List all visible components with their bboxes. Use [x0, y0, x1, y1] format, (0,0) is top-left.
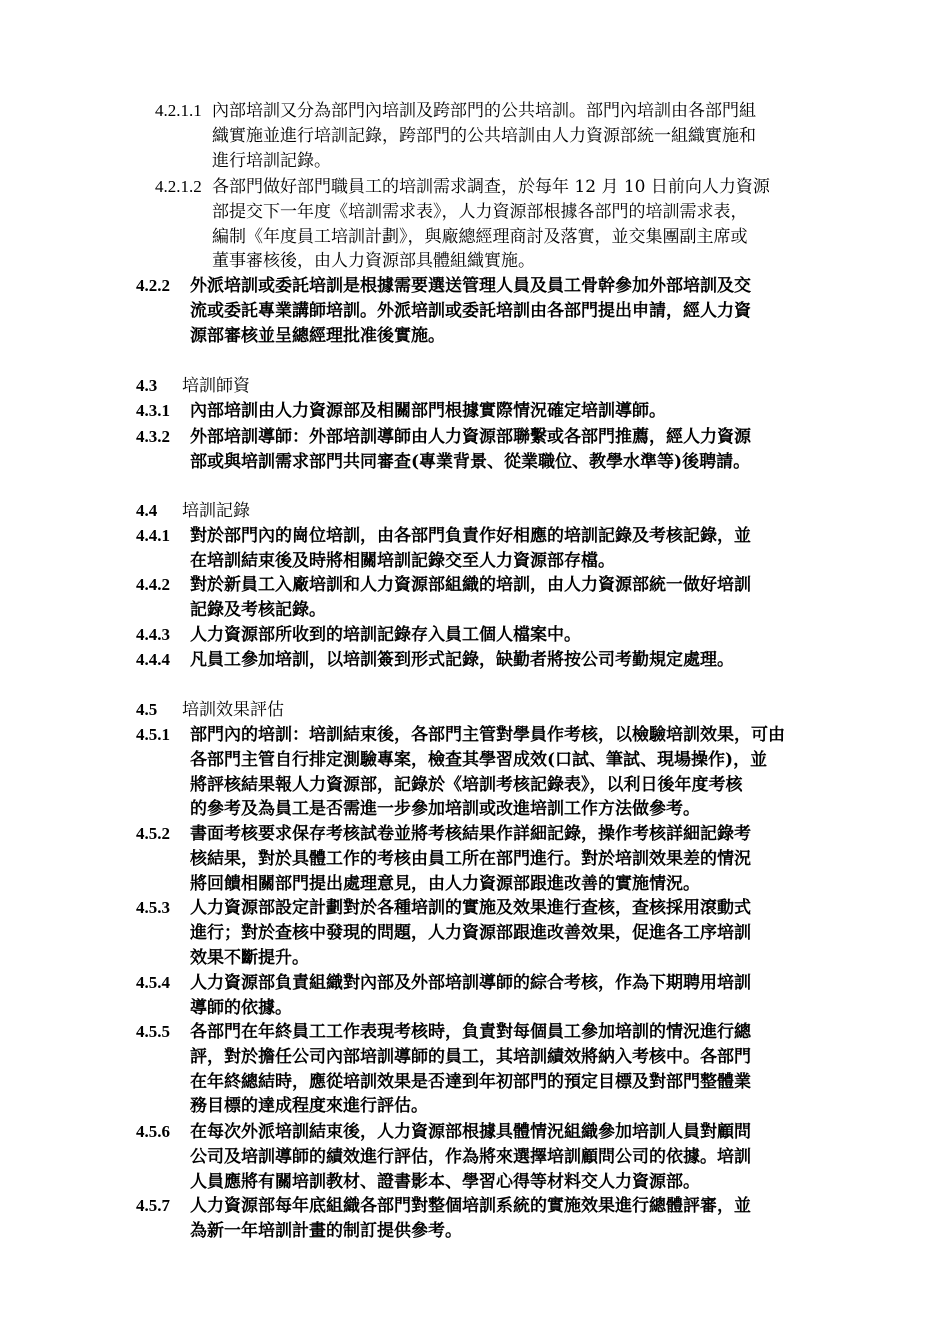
section-text: 培訓記錄: [182, 501, 250, 521]
section-number: 4.5.5: [136, 1022, 170, 1041]
section-text: 在每次外派培訓結束後，人力資源部根據具體情況組織參加培訓人員對顧問: [190, 1122, 751, 1142]
section-text: 人力資源部負責組織對內部及外部培訓導師的綜合考核，作為下期聘用培訓: [190, 973, 751, 993]
section-text-continued: 部或與培訓需求部門共同審查(專業背景、從業職位、教學水準等)後聘請。: [190, 452, 751, 472]
section-text-continued: 評，對於擔任公司內部培訓導師的員工，其培訓績效將納入考核中。各部門: [190, 1047, 751, 1067]
section-number: 4.3.1: [136, 401, 170, 420]
section-text: 人力資源部每年底組織各部門對整個培訓系統的實施效果進行總體評審，並: [190, 1196, 751, 1216]
section-text-continued: 公司及培訓導師的績效進行評估，作為將來選擇培訓顧問公司的依據。培訓: [190, 1147, 751, 1167]
section-text: 培訓效果評估: [182, 700, 284, 720]
section-number: 4.5.6: [136, 1122, 170, 1141]
section-text-continued: 部提交下一年度《培訓需求表》，人力資源部根據各部門的培訓需求表，: [212, 202, 748, 222]
section-text-continued: 進行培訓記錄。: [212, 151, 331, 171]
section-text-continued: 源部審核並呈總經理批准後實施。: [190, 326, 445, 346]
section-text: 人力資源部所收到的培訓記錄存入員工個人檔案中。: [190, 625, 581, 645]
section-text-continued: 導師的依據。: [190, 998, 292, 1018]
section-number: 4.5.2: [136, 824, 170, 843]
section-number: 4.5.1: [136, 725, 170, 744]
section-number: 4.4.2: [136, 575, 170, 594]
section-text-continued: 在年終總結時，應從培訓效果是否達到年初部門的預定目標及對部門整體業: [190, 1072, 751, 1092]
section-number: 4.2.1.1: [155, 101, 202, 120]
section-text: 培訓師資: [182, 376, 250, 396]
section-text: 內部培訓由人力資源部及相關部門根據實際情況確定培訓導師。: [190, 401, 666, 421]
section-number: 4.5.3: [136, 898, 170, 917]
section-text-continued: 記錄及考核記錄。: [190, 600, 326, 620]
section-text: 各部門在年終員工工作表現考核時，負責對每個員工參加培訓的情況進行總: [190, 1022, 751, 1042]
section-text: 對於部門內的崗位培訓，由各部門負責作好相應的培訓記錄及考核記錄，並: [190, 526, 751, 546]
section-text-continued: 人員應將有關培訓教材、證書影本、學習心得等材料交人力資源部。: [190, 1172, 700, 1192]
section-text: 外派培訓或委託培訓是根據需要選送管理人員及員工骨幹參加外部培訓及交: [190, 276, 751, 296]
section-text-continued: 將回饋相關部門提出處理意見，由人力資源部跟進改善的實施情況。: [190, 874, 700, 894]
section-number: 4.4.4: [136, 650, 170, 669]
section-text: 內部培訓又分為部門內培訓及跨部門的公共培訓。部門內培訓由各部門組: [212, 101, 756, 121]
section-number: 4.3.2: [136, 427, 170, 446]
section-number: 4.5.7: [136, 1196, 170, 1215]
section-number: 4.4.3: [136, 625, 170, 644]
section-number: 4.5.4: [136, 973, 170, 992]
section-number: 4.4: [136, 501, 158, 520]
section-text-continued: 進行；對於查核中發現的問題，人力資源部跟進改善效果，促進各工序培訓: [190, 923, 751, 943]
section-text: 書面考核要求保存考核試卷並將考核結果作詳細記錄，操作考核詳細記錄考: [190, 824, 751, 844]
section-number: 4.2.1.2: [155, 177, 202, 196]
section-number: 4.5: [136, 700, 158, 719]
section-text-continued: 將評核結果報人力資源部，記錄於《培訓考核記錄表》，以利日後年度考核: [190, 775, 743, 795]
section-text-continued: 董事審核後，由人力資源部具體組織實施。: [212, 251, 535, 271]
section-text: 凡員工參加培訓，以培訓簽到形式記錄，缺勤者將按公司考勤規定處理。: [190, 650, 734, 670]
section-text: 各部門做好部門職員工的培訓需求調查，於每年 12 月 10 日前向人力資源: [212, 177, 770, 197]
section-text-continued: 各部門主管自行排定測驗專案，檢查其學習成效(口試、筆試、現場操作)，並: [190, 750, 768, 770]
section-number: 4.4.1: [136, 526, 170, 545]
section-text: 外部培訓導師：外部培訓導師由人力資源部聯繫或各部門推薦，經人力資源: [190, 427, 751, 447]
section-text-continued: 務目標的達成程度來進行評估。: [190, 1096, 428, 1116]
section-text-continued: 為新一年培訓計畫的制訂提供參考。: [190, 1221, 462, 1241]
section-text-continued: 核結果，對於具體工作的考核由員工所在部門進行。對於培訓效果差的情況: [190, 849, 751, 869]
section-text-continued: 效果不斷提升。: [190, 948, 309, 968]
section-text: 人力資源部設定計劃對於各種培訓的實施及效果進行查核，查核採用滾動式: [190, 898, 751, 918]
section-text: 部門內的培訓：培訓結束後，各部門主管對學員作考核，以檢驗培訓效果，可由: [190, 725, 785, 745]
section-number: 4.3: [136, 376, 158, 395]
section-number: 4.2.2: [136, 276, 170, 295]
section-text-continued: 流或委託專業講師培訓。外派培訓或委託培訓由各部門提出申請，經人力資: [190, 301, 751, 321]
section-text-continued: 編制《年度員工培訓計劃》，與廠總經理商討及落實，並交集團副主席或: [212, 227, 748, 247]
section-text: 對於新員工入廠培訓和人力資源部組織的培訓，由人力資源部統一做好培訓: [190, 575, 751, 595]
section-text-continued: 在培訓結束後及時將相關培訓記錄交至人力資源部存檔。: [190, 551, 615, 571]
section-text-continued: 織實施並進行培訓記錄，跨部門的公共培訓由人力資源部統一組織實施和: [212, 126, 756, 146]
section-text-continued: 的參考及為員工是否需進一步參加培訓或改進培訓工作方法做參考。: [190, 799, 700, 819]
